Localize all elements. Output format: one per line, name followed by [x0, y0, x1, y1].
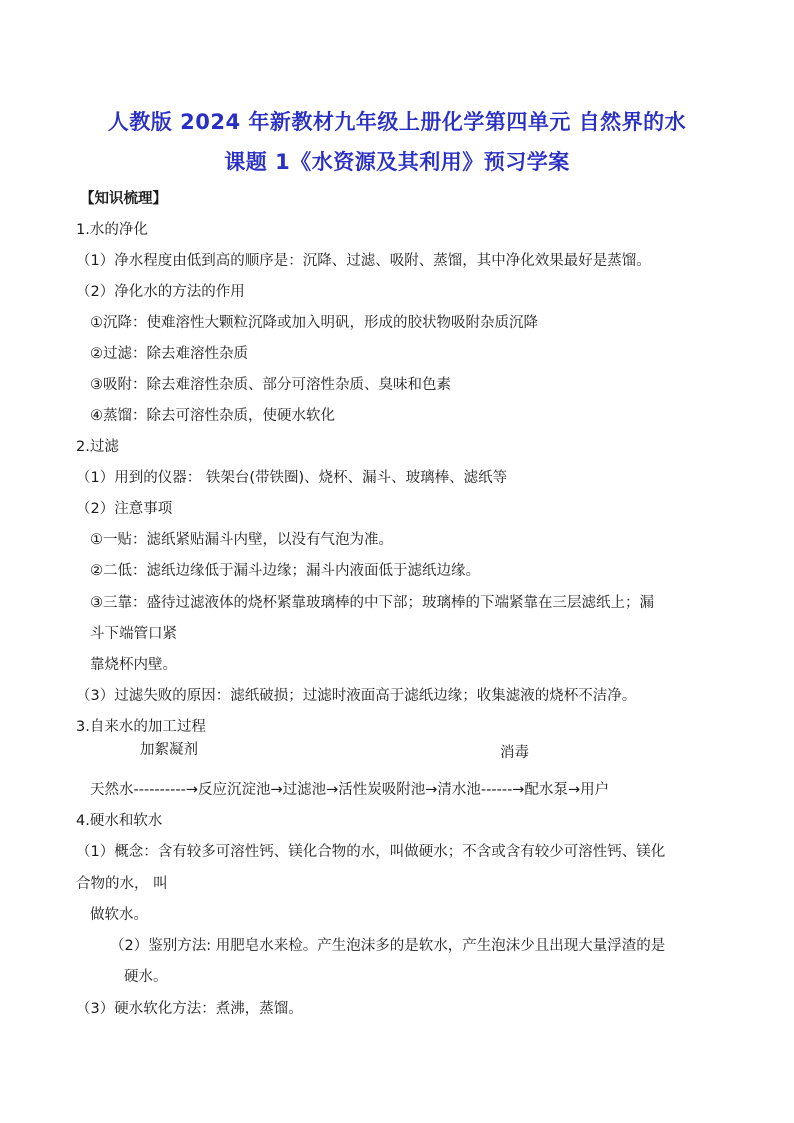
concept-line-3: 做软水。 — [90, 907, 148, 923]
heading-hard-soft-water: 4.硬水和软水 — [76, 813, 163, 829]
paragraph-instruments: （1）用到的仪器： 铁架台(带铁圈)、烧杯、漏斗、玻璃棒、滤纸等 — [76, 470, 508, 486]
item-three-lean-line-2: 斗下端管口紧 — [90, 626, 177, 642]
softening-methods: （3）硬水软化方法：煮沸，蒸馏。 — [76, 1001, 303, 1017]
paragraph-precautions: （2）注意事项 — [76, 501, 173, 517]
paragraph-purification-order: （1）净水程度由低到高的顺序是：沉降、过滤、吸附、蒸馏，其中净化效果最好是蒸馏。 — [76, 253, 651, 269]
item-three-lean-line-3: 靠烧杯内壁。 — [90, 657, 177, 673]
heading-filtration: 2.过滤 — [76, 439, 119, 455]
document-title-line-2: 课题 1《水资源及其利用》预习学案 — [224, 150, 570, 174]
item-sedimentation: ①沉降：使难溶性大颗粒沉降或加入明矾，形成的胶状物吸附杂质沉降 — [90, 315, 538, 331]
heading-water-purification: 1.水的净化 — [76, 222, 148, 238]
item-three-lean-line-1: ③三靠：盛待过滤液体的烧杯紧靠玻璃棒的中下部；玻璃棒的下端紧靠在三层滤纸上；漏 — [90, 595, 654, 611]
paragraph-failure-reasons: （3）过滤失败的原因：滤纸破损；过滤时液面高于滤纸边缘；收集滤液的烧杯不洁净。 — [76, 688, 637, 704]
item-two-low: ②二低：滤纸边缘低于漏斗边缘；漏斗内液面低于滤纸边缘。 — [90, 563, 480, 579]
concept-line-1: （1）概念：含有较多可溶性钙、镁化合物的水，叫做硬水；不含或含有较少可溶性钙、镁化 — [76, 844, 666, 860]
process-flow: 天然水----------→反应沉淀池→过滤池→活性炭吸附池→清水池------→配水泵→用户 — [90, 782, 610, 798]
identification-line-1: （2）鉴别方法: 用肥皂水来检。产生泡沫多的是软水，产生泡沫少且出现大量浮渣的是 — [110, 938, 666, 954]
item-adsorption: ③吸附：除去难溶性杂质、部分可溶性杂质、臭味和色素 — [90, 377, 451, 393]
item-one-stick: ①一贴：滤纸紧贴漏斗内壁，以没有气泡为准。 — [90, 532, 393, 548]
label-disinfection: 消毒 — [500, 745, 529, 761]
section-header: 【知识梳理】 — [80, 191, 167, 207]
document-title-line-1: 人教版 2024 年新教材九年级上册化学第四单元 自然界的水 — [107, 110, 687, 134]
item-distillation: ④蒸馏：除去可溶性杂质，使硬水软化 — [90, 408, 335, 424]
concept-line-2: 合物的水， 叫 — [76, 876, 168, 892]
item-filtration: ②过滤：除去难溶性杂质 — [90, 346, 248, 362]
label-add-flocculant: 加絮凝剂 — [140, 742, 198, 758]
heading-tap-water-process: 3.自来水的加工过程 — [76, 719, 206, 735]
identification-line-2: 硬水。 — [124, 969, 168, 985]
paragraph-purification-methods: （2）净化水的方法的作用 — [76, 284, 245, 300]
